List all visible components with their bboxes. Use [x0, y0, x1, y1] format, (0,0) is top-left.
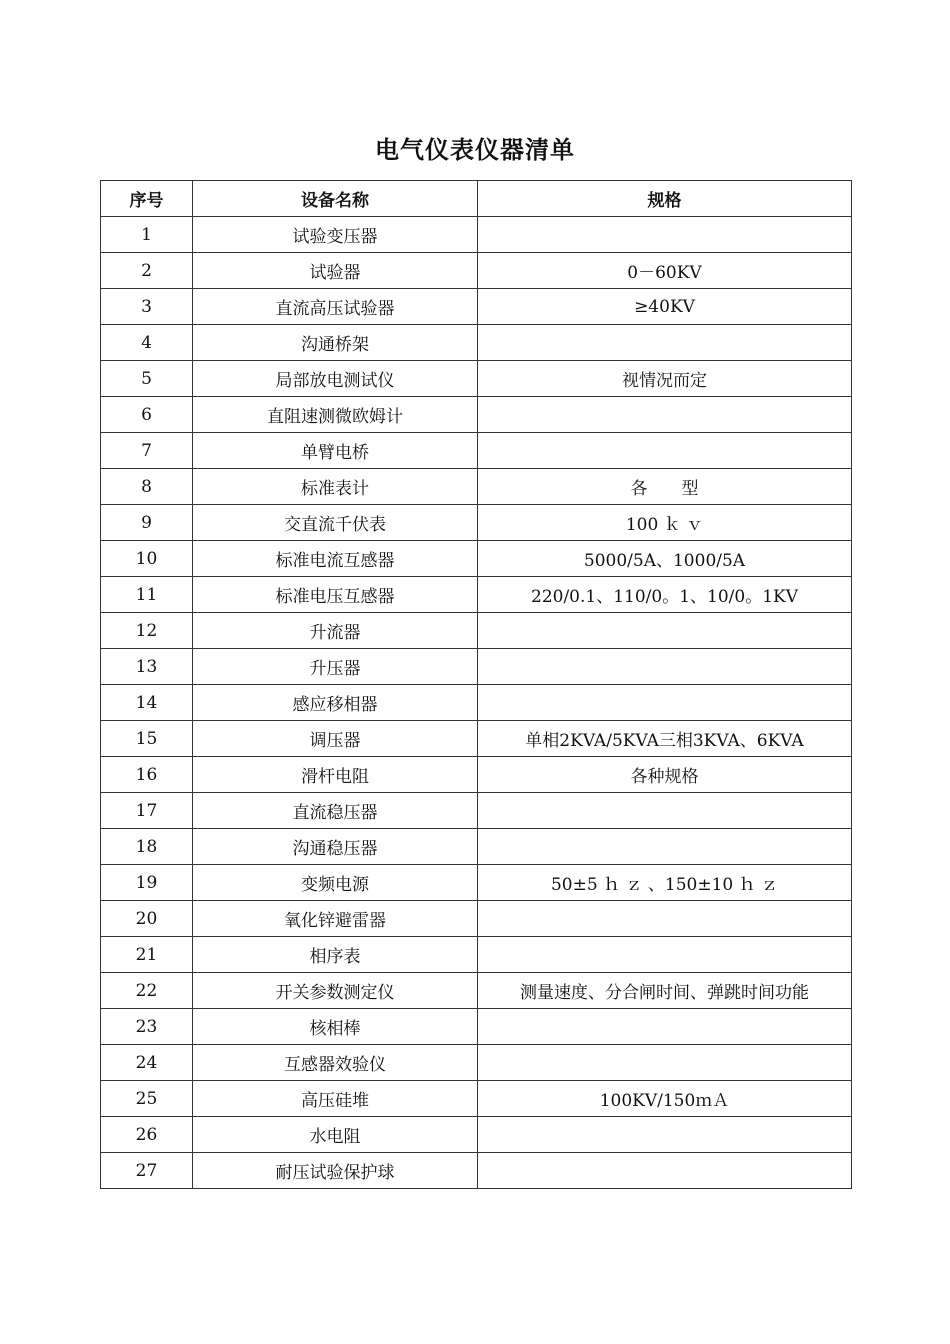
cell-name: 试验变压器	[193, 217, 478, 253]
page-title: 电气仪表仪器清单	[375, 136, 575, 164]
cell-no: 22	[101, 973, 193, 1009]
cell-no: 10	[101, 541, 193, 577]
cell-no: 20	[101, 901, 193, 937]
table-row	[101, 1045, 852, 1081]
cell-no: 11	[101, 577, 193, 613]
cell-spec: ≥40KV	[478, 289, 852, 325]
header-spec: 规格	[478, 181, 852, 217]
cell-name: 感应移相器	[193, 685, 478, 721]
table-row	[101, 397, 852, 433]
cell-no: 18	[101, 829, 193, 865]
cell-name: 升流器	[193, 613, 478, 649]
equipment-table	[100, 180, 852, 1189]
table-row	[101, 829, 852, 865]
table-row	[101, 1081, 852, 1117]
table-row	[101, 505, 852, 541]
cell-name: 高压硅堆	[193, 1081, 478, 1117]
table-row	[101, 685, 852, 721]
cell-name: 相序表	[193, 937, 478, 973]
cell-spec	[478, 937, 852, 973]
cell-spec	[478, 1117, 852, 1153]
table-row	[101, 613, 852, 649]
cell-no: 9	[101, 505, 193, 541]
cell-spec	[478, 649, 852, 685]
table-row	[101, 793, 852, 829]
table-row	[101, 469, 852, 505]
table-row	[101, 1117, 852, 1153]
cell-spec	[478, 829, 852, 865]
cell-spec	[478, 1153, 852, 1189]
table-row	[101, 253, 852, 289]
table-row	[101, 433, 852, 469]
cell-name: 沟通桥架	[193, 325, 478, 361]
cell-no: 17	[101, 793, 193, 829]
cell-name: 试验器	[193, 253, 478, 289]
cell-name: 升压器	[193, 649, 478, 685]
header-name: 设备名称	[193, 181, 478, 217]
cell-spec: 0－60KV	[478, 253, 852, 289]
cell-spec	[478, 901, 852, 937]
cell-name: 耐压试验保护球	[193, 1153, 478, 1189]
cell-spec	[478, 433, 852, 469]
cell-spec: 视情况而定	[478, 361, 852, 397]
cell-name: 局部放电测试仪	[193, 361, 478, 397]
cell-name: 直阻速测微欧姆计	[193, 397, 478, 433]
table-row	[101, 649, 852, 685]
cell-spec: 220/0.1、110/0。1、10/0。1KV	[478, 577, 852, 613]
cell-no: 26	[101, 1117, 193, 1153]
table-row	[101, 901, 852, 937]
cell-no: 23	[101, 1009, 193, 1045]
cell-no: 2	[101, 253, 193, 289]
cell-name: 标准电流互感器	[193, 541, 478, 577]
cell-spec: 测量速度、分合闸时间、弹跳时间功能	[478, 973, 852, 1009]
cell-no: 25	[101, 1081, 193, 1117]
cell-spec: 100KV/150ｍＡ	[478, 1081, 852, 1117]
cell-no: 19	[101, 865, 193, 901]
cell-no: 12	[101, 613, 193, 649]
cell-spec	[478, 217, 852, 253]
cell-no: 13	[101, 649, 193, 685]
cell-spec	[478, 1045, 852, 1081]
cell-spec	[478, 325, 852, 361]
table-row	[101, 1009, 852, 1045]
cell-spec: 各种规格	[478, 757, 852, 793]
cell-no: 15	[101, 721, 193, 757]
cell-name: 直流高压试验器	[193, 289, 478, 325]
cell-name: 单臂电桥	[193, 433, 478, 469]
table-header-row	[101, 181, 852, 217]
cell-no: 4	[101, 325, 193, 361]
cell-name: 氧化锌避雷器	[193, 901, 478, 937]
cell-spec: 单相2KVA/5KVA三相3KVA、6KVA	[478, 721, 852, 757]
cell-no: 14	[101, 685, 193, 721]
cell-spec	[478, 397, 852, 433]
cell-name: 调压器	[193, 721, 478, 757]
cell-name: 核相棒	[193, 1009, 478, 1045]
table-row	[101, 577, 852, 613]
cell-no: 24	[101, 1045, 193, 1081]
cell-name: 水电阻	[193, 1117, 478, 1153]
cell-no: 21	[101, 937, 193, 973]
table-body	[101, 217, 852, 1189]
cell-spec	[478, 1009, 852, 1045]
cell-spec	[478, 613, 852, 649]
table-row	[101, 757, 852, 793]
cell-name: 滑杆电阻	[193, 757, 478, 793]
cell-spec	[478, 793, 852, 829]
cell-name: 互感器效验仪	[193, 1045, 478, 1081]
cell-no: 6	[101, 397, 193, 433]
cell-spec: 各 型	[478, 469, 852, 505]
cell-spec: 100 ｋ ｖ	[478, 505, 852, 541]
cell-name: 沟通稳压器	[193, 829, 478, 865]
table-row	[101, 937, 852, 973]
cell-name: 变频电源	[193, 865, 478, 901]
cell-name: 交直流千伏表	[193, 505, 478, 541]
table-row	[101, 973, 852, 1009]
table-row	[101, 361, 852, 397]
cell-no: 27	[101, 1153, 193, 1189]
cell-name: 直流稳压器	[193, 793, 478, 829]
table-row	[101, 721, 852, 757]
cell-no: 7	[101, 433, 193, 469]
table-row	[101, 217, 852, 253]
cell-name: 标准电压互感器	[193, 577, 478, 613]
cell-spec: 50±5 ｈ ｚ 、150±10 ｈ ｚ	[478, 865, 852, 901]
table-row	[101, 865, 852, 901]
header-no: 序号	[101, 181, 193, 217]
table-row	[101, 325, 852, 361]
cell-spec: 5000/5A、1000/5A	[478, 541, 852, 577]
cell-no: 16	[101, 757, 193, 793]
table-row	[101, 1153, 852, 1189]
cell-name: 标准表计	[193, 469, 478, 505]
cell-spec	[478, 685, 852, 721]
cell-no: 5	[101, 361, 193, 397]
cell-no: 8	[101, 469, 193, 505]
table-row	[101, 541, 852, 577]
cell-no: 3	[101, 289, 193, 325]
cell-name: 开关参数测定仪	[193, 973, 478, 1009]
cell-no: 1	[101, 217, 193, 253]
table-row	[101, 289, 852, 325]
